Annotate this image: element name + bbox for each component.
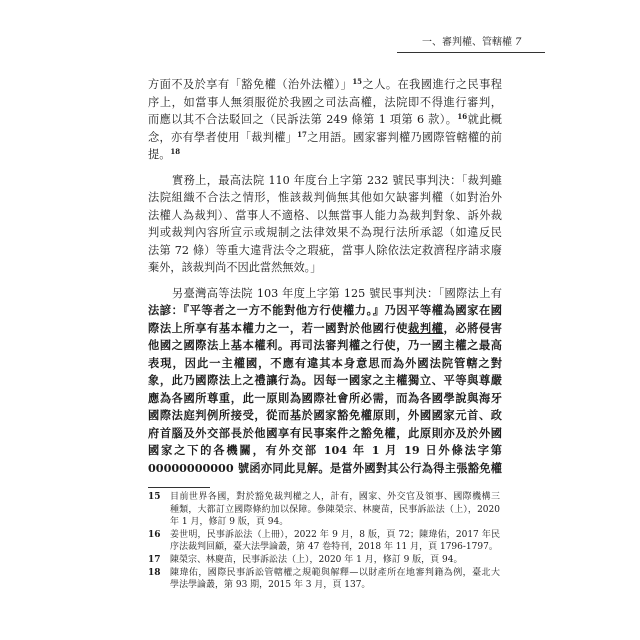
chapter-title: 一、審判權、管轄權 <box>422 37 512 48</box>
footnote-ref-15: 15 <box>352 77 363 86</box>
footnote-number: 18 <box>148 567 161 578</box>
text-run: 之用語。國家審判權乃國際管轄權的前 <box>306 130 502 144</box>
text-run: 棄外，該裁判尚不因此當然無效。」 <box>148 261 322 274</box>
text-run: ，必將侵害 <box>443 320 502 335</box>
text-run: 法諺：『平等者之一方不能對他方行使權力。』乃因平等權為國家在國 <box>148 303 502 317</box>
paragraph-2 <box>148 172 502 277</box>
body-line <box>148 460 502 478</box>
text-run: 法權人為裁判）、當事人不適格、以無當事人能力為裁判對象、訴外裁 <box>148 208 502 222</box>
text-run: 法院組織不合法之情形，惟該裁判倘無其他如欠缺審判權（如對治外 <box>148 191 502 204</box>
footnote-ref-18: 18 <box>170 147 181 156</box>
footnote-rule <box>148 487 210 488</box>
text-run: 00000000000 號函亦同此見解。是當外國對其公行為得主張豁免權 <box>148 460 502 475</box>
footnote-15 <box>148 491 500 529</box>
text-run: 念，亦有學者使用「裁判權」 <box>148 130 298 144</box>
body-line <box>148 407 502 425</box>
footnote-line: 陳瑋佑，國際民事訴訟管轄權之規範與解釋—以財產所在地審判籍為例，臺北大 <box>170 567 500 578</box>
text-run: 府首腦及外交部長於他國享有民事案件之豁免權，此原則亦及於外國 <box>148 425 502 440</box>
body-text <box>148 76 502 477</box>
body-line <box>148 372 502 390</box>
body-line <box>148 259 502 277</box>
footnote-line: 序法裁判回顧，臺大法學論叢，第 47 卷特刊，2018 年 11 月，頁 1796-1797。 <box>170 542 498 553</box>
text-run: 實務上，最高法院 110 年度台上字第 232 號民事判決：「裁判雖 <box>172 173 502 187</box>
footnote-line: 陳榮宗、林慶苗，民事訴訟法（上），2020 年 1 月，修訂 9 版，頁 94。 <box>170 554 463 565</box>
footnote-line: 年 1 月，修訂 9 版，頁 94。 <box>170 517 289 528</box>
text-run: 另臺灣高等法院 103 年度上字第 125 號民事判決：「國際法上有 <box>172 286 502 300</box>
body-line <box>148 285 502 303</box>
footnote-text <box>170 554 500 567</box>
text-run: 表現，因此一主權國，不應有違其本身意思而為外國法院管轄之對 <box>148 355 502 370</box>
text-run: 之人。在我國進行之民事程 <box>362 78 502 91</box>
footnote-ref-16: 16 <box>457 112 468 121</box>
text-run: 序上，如當事人無須服從於我國之司法高權，法院即不得進行審判， <box>148 95 502 109</box>
footnote-16 <box>148 529 500 554</box>
footnote-text <box>170 529 500 554</box>
body-line <box>148 172 502 190</box>
body-line <box>148 355 502 373</box>
text-run: 際法上所享有基本權力之一，若一國對於他國行使 <box>148 320 409 335</box>
body-line <box>148 76 502 94</box>
text-run: 國家之下的各機關，有外交部 104 年 1 月 19 日外條法字第 <box>148 443 502 457</box>
text-run: 他國之國際法上基本權利。再司法審判權之行使，乃一國主權之最高 <box>148 338 502 352</box>
body-line <box>148 337 502 355</box>
footnote-ref-17: 17 <box>297 129 307 139</box>
footnote-line: 學法學論叢，第 93 期，2015 年 3 月，頁 137。 <box>170 580 371 591</box>
footnote-number: 16 <box>148 529 161 540</box>
footnote-17 <box>148 554 500 567</box>
footnote-line: 姜世明，民事訴訟法（上冊），2022 年 9 月，8 版，頁 72；陳瑋佑，2017 年民 <box>170 529 500 540</box>
footnote-number: 15 <box>148 492 161 502</box>
footnote-text <box>170 567 500 592</box>
body-line <box>148 189 502 207</box>
text-run: 就此概 <box>467 113 502 126</box>
body-line <box>148 224 502 242</box>
header-rule <box>397 52 545 53</box>
footnote-line: 種類，大都訂立國際條約加以保障。參陳榮宗、林慶苗，民事訴訟法（上），2020 <box>170 504 500 515</box>
text-run: 方面不及於享有「豁免權（治外法權）」 <box>148 78 353 91</box>
paragraph-1 <box>148 76 502 164</box>
text-run: 提。 <box>148 148 171 161</box>
footnote-18 <box>148 567 500 592</box>
running-header <box>422 37 522 49</box>
body-line <box>148 94 502 112</box>
body-line <box>148 242 502 260</box>
body-line <box>148 111 502 129</box>
body-line <box>148 129 502 147</box>
text-run: 國際法庭判例所接受，從而基於國家豁免權原則，外國國家元首、政 <box>148 408 502 422</box>
footnote-number: 17 <box>148 554 161 565</box>
footnote-text <box>170 491 500 529</box>
body-line <box>148 302 502 320</box>
text-run: 判或裁判內容所宣示或規制之法律效果不為現行法所承認（如違反民 <box>148 226 502 239</box>
body-line <box>148 390 502 408</box>
body-line <box>148 320 502 338</box>
text-run: 法第 72 條）等重大違背法令之瑕疵，當事人除依法定救濟程序請求廢 <box>148 243 502 257</box>
footnotes <box>148 491 500 592</box>
underlined-term: 裁判權 <box>408 320 444 335</box>
body-line <box>148 146 502 164</box>
footnote-line: 目前世界各國，對於豁免裁判權之人，計有，國家、外交官及領事、國際機構三 <box>170 492 500 502</box>
body-line <box>148 207 502 225</box>
text-run: 應為各國所尊重，此一原則為國際社會所必需，而為各國學說與海牙 <box>148 390 502 405</box>
paragraph-3 <box>148 285 502 478</box>
page-number: 7 <box>515 37 522 48</box>
text-run: 象，此乃國際法上之禮讓行為。因每一國家之主權獨立、平等與尊嚴 <box>148 373 502 387</box>
text-run: 而應以其不合法駁回之（民訴法第 249 條第 1 項第 6 款）。 <box>148 113 458 126</box>
body-line <box>148 442 502 460</box>
body-line <box>148 425 502 443</box>
